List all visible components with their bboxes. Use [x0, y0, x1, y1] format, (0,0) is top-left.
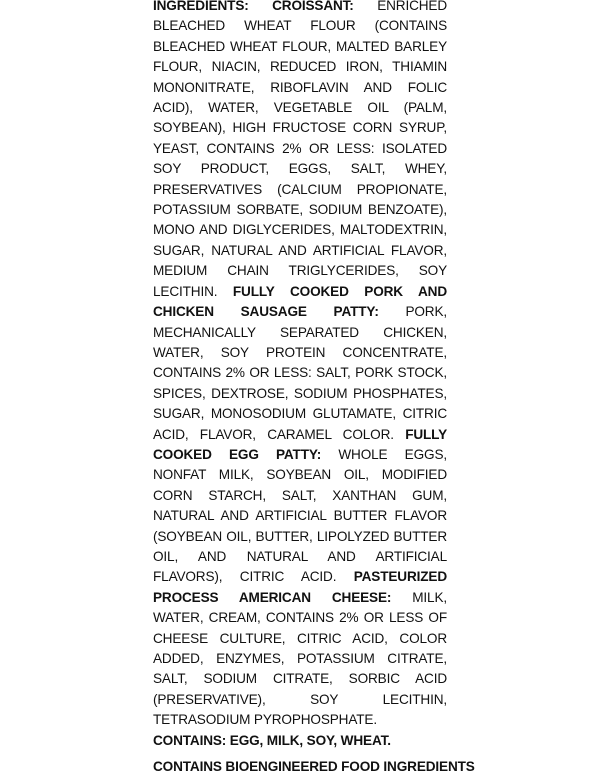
- croissant-heading: INGREDIENTS: CROISSANT:: [153, 0, 354, 13]
- sausage-heading: FULLY COOKED PORK AND CHICKEN SAUSAGE PATTY:: [153, 283, 447, 320]
- croissant-ingredients: ENRICHED BLEACHED WHEAT FLOUR (CONTAINS BLEACHED WHEAT FLOUR, MALTED BARLEY FLOUR, NIACIN, REDUCED IRON, THIAMIN MONONITRATE, RIBOFLAVIN AND FOLIC ACID), WATER, VEGETABLE OIL (PALM, SOYBEAN), HIGH FRUCTOSE CORN SYRUP, YEAST, CONTAINS 2% OR LESS: ISOLATED SOY PRODUCT, EGGS, SALT, WHEY, PRESERVATIVES (CALCIUM PROPIONATE, POTASSIUM SORBATE, SODIUM BENZOATE), MONO AND DIGLYCERIDES, MALTODEXTRIN, SUGAR, NATURAL AND ARTIFICIAL FLAVOR, MEDIUM CHAIN TRIGLYCERIDES, SOY LECITHIN.: [153, 0, 447, 299]
- cheese-heading: PASTEURIZED PROCESS AMERICAN CHEESE:: [153, 569, 447, 605]
- egg-ingredients: WHOLE EGGS, NONFAT MILK, SOYBEAN OIL, MODIFIED CORN STARCH, SALT, XANTHAN GUM, NATURAL AND ARTIFICIAL BUTTER FLAVOR (SOYBEAN OIL, BUTTER, LIPOLYZED BUTTER OIL, AND NATURAL AND ARTIFICIAL FLAVORS), CITRIC ACID.: [153, 446, 447, 585]
- bioengineered-statement: CONTAINS BIOENGINEERED FOOD INGREDIENTS: [153, 759, 475, 775]
- ingredients-paragraph: [153, 0, 447, 731]
- ingredients-label: [153, 0, 475, 777]
- allergen-statement: CONTAINS: EGG, MILK, SOY, WHEAT.: [153, 732, 391, 748]
- egg-heading: FULLY COOKED EGG PATTY:: [153, 426, 447, 462]
- cheese-ingredients: MILK, WATER, CREAM, CONTAINS 2% OR LESS OF CHEESE CULTURE, CITRIC ACID, COLOR ADDED, ENZYMES, POTASSIUM CITRATE, SALT, SODIUM CITRATE, SORBIC ACID (PRESERVATIVE), SOY LECITHIN, TETRASODIUM PYROPHOSPHATE.: [153, 589, 447, 728]
- sausage-ingredients: PORK, MECHANICALLY SEPARATED CHICKEN, WATER, SOY PROTEIN CONCENTRATE, CONTAINS 2% OR LESS: SALT, PORK STOCK, SPICES, DEXTROSE, SODIUM PHOSPHATES, SUGAR, MONOSODIUM GLUTAMATE, CITRIC ACID, FLAVOR, CARAMEL COLOR.: [153, 304, 447, 442]
